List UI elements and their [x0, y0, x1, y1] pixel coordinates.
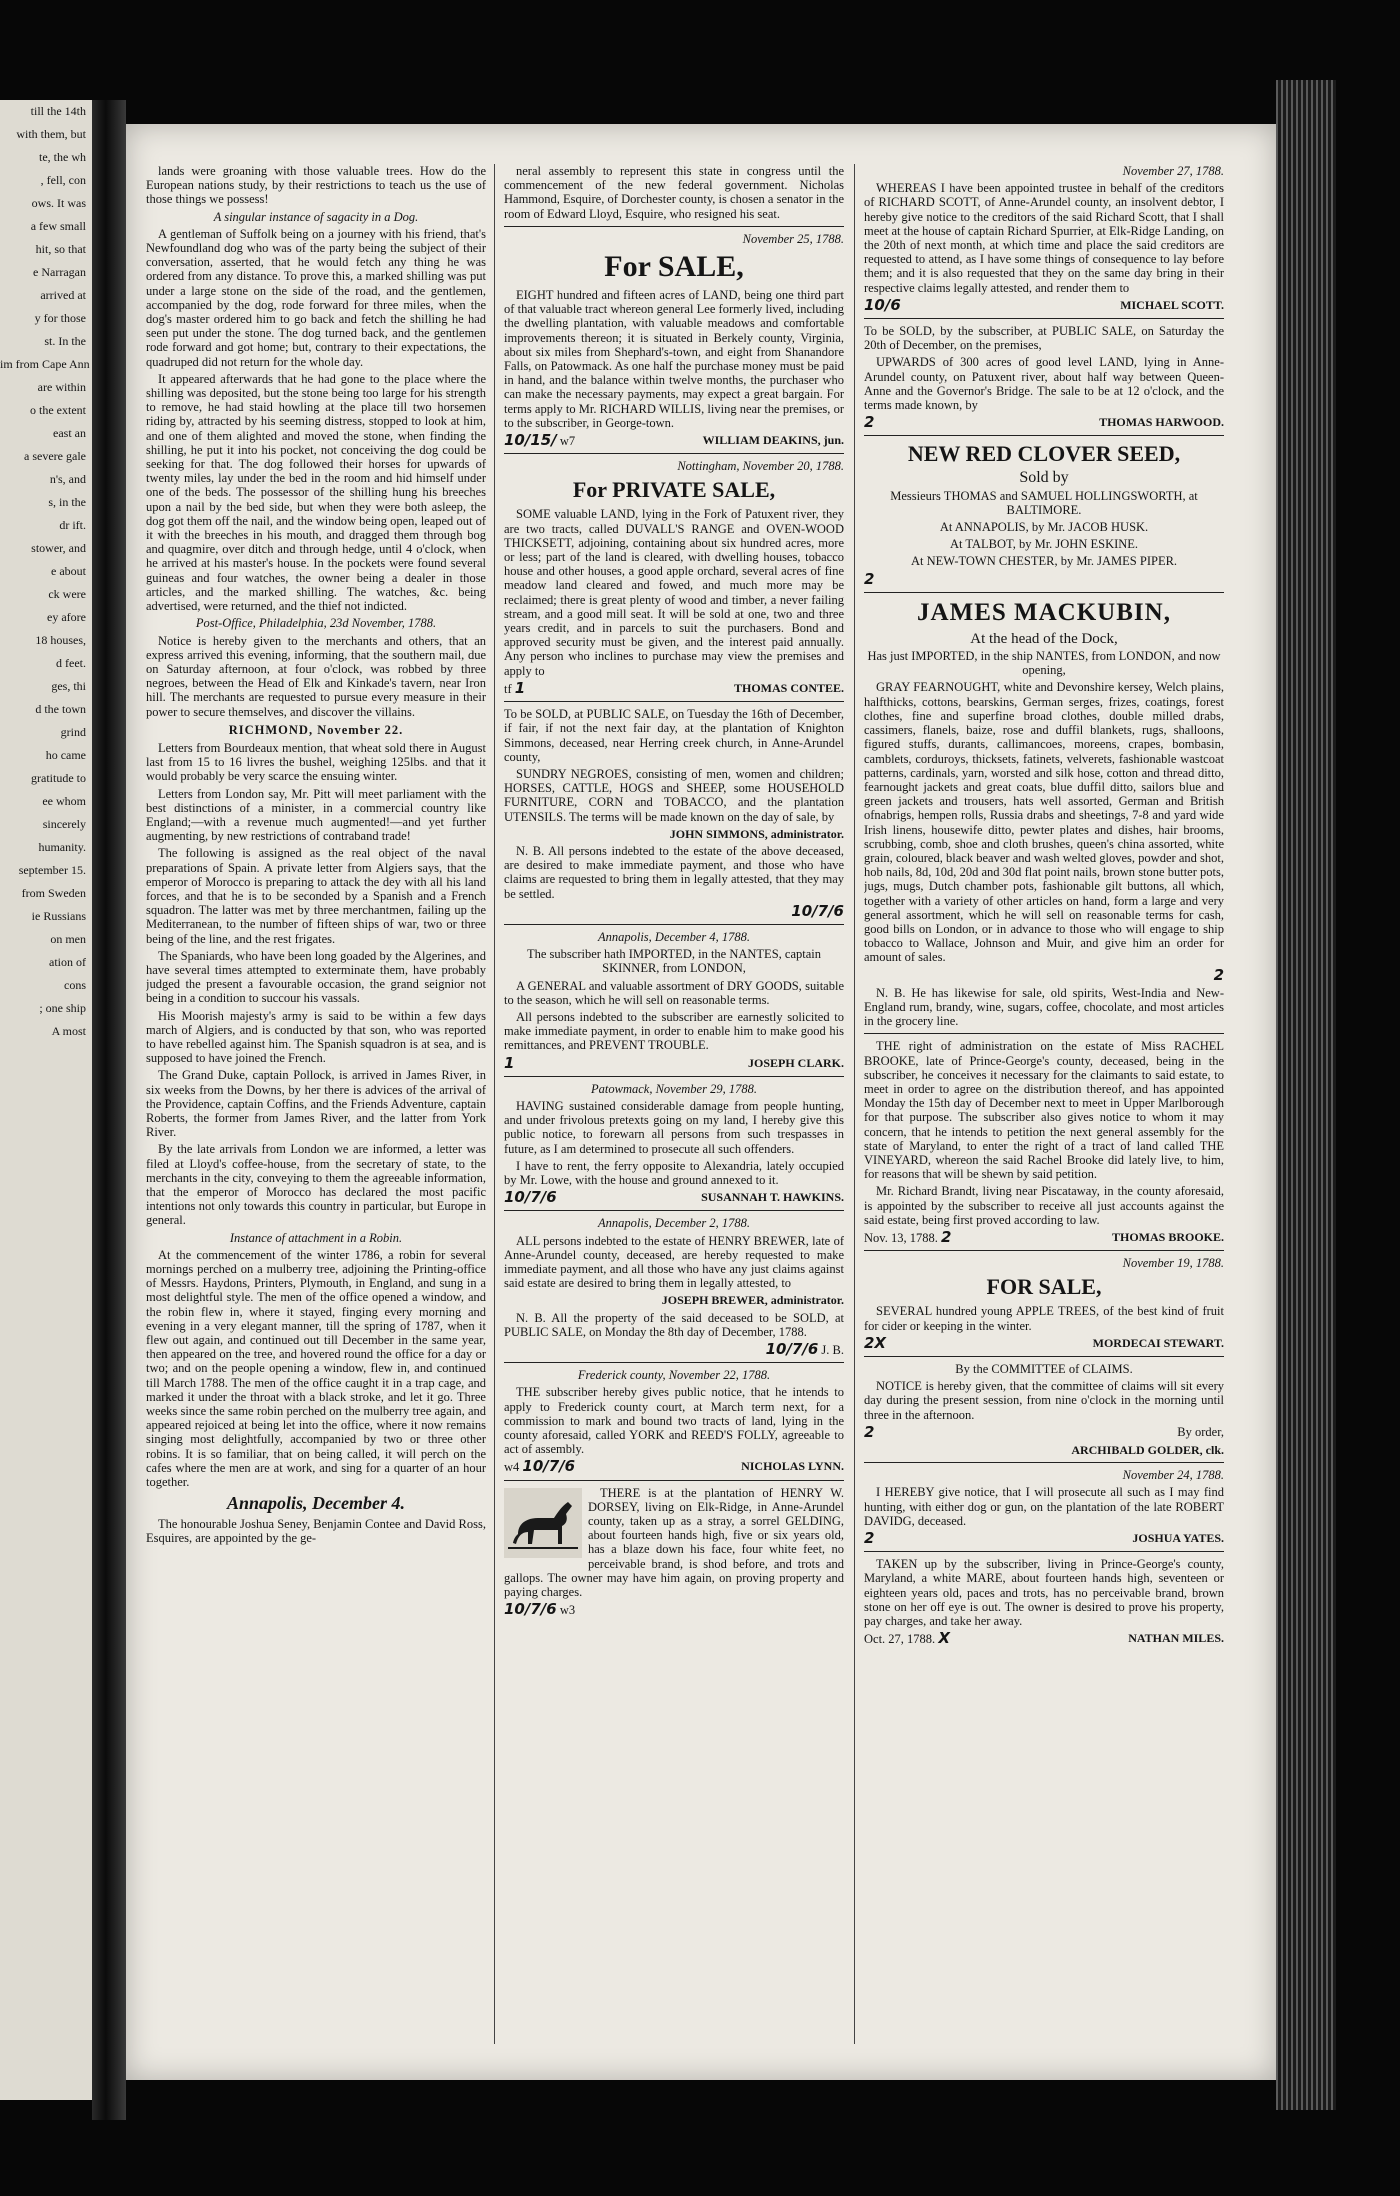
horse-woodcut-icon [504, 1488, 582, 1558]
handwritten-mark: 10/7/6 [504, 1188, 557, 1207]
facing-page-line: ie Russians [31, 909, 86, 923]
facing-page-line: arrived at [40, 288, 86, 302]
divider [504, 701, 844, 702]
dateline: November 24, 1788. [1122, 1468, 1224, 1483]
ad-body: I have to rent, the ferry opposite to Alexandria, lately occupied by Mr. Lowe, with the house and ground annexed to it. [504, 1158, 844, 1187]
ad-body: WHEREAS I have been appointed trustee in behalf of the creditors of RICHARD SCOTT, of Anne-Arundel county, an insolvent debtor, I hereby give notice to the creditors of the said Richard Scott, that I shall meet at the house of captain Richard Spurrier, at Elk-Ridge Landing, on the 20th of next month, at which time and place the said creditors are requested to attend, as I have some things of consequence to lay before them; and it is also requested that they on the same day bring in their respective claims legally attested, and render them to [864, 181, 1224, 295]
facing-page-line: ck were [48, 587, 86, 601]
handwritten-mark: 2 [864, 1422, 875, 1441]
dateline: November 27, 1788. [1122, 164, 1224, 178]
facing-page-line: a few small [30, 219, 86, 233]
divider [864, 1551, 1224, 1552]
ad-intro: The subscriber hath IMPORTED, in the NANTES, captain SKINNER, from LONDON, [527, 947, 821, 976]
facing-page-line: , fell, con [40, 173, 86, 187]
facing-page-line: e Narragan [33, 265, 86, 279]
facing-page-line: till the 14th [30, 104, 86, 118]
dateline: November 25, 1788. [742, 231, 844, 246]
article-paragraph: The Grand Duke, captain Pollock, is arrived in James River, in six weeks from the Downs, by her there is advices of the arrival of the Providence, captain Coffins, and the Friends Adventure, captain Roberts, the former from James River, and the latter from York River. [146, 1068, 486, 1140]
column-rule [854, 164, 855, 2044]
ad-body: UPWARDS of 300 acres of good level LAND, lying in Anne-Arundel county, on Patuxent river, about half way between Queen-Anne and the Governor's Bridge. The sale to be at 12 o'clock, and the terms made known, by [864, 355, 1224, 413]
ad-body: HAVING sustained considerable damage from people hunting, and under frivolous pretexts going on my land, I hereby give this public notice, to forewarn all persons from such trespasses in future, as I am determined to prosecute all such offenders. [504, 1098, 844, 1156]
ad-body: Mr. Richard Brandt, living near Piscataway, in the county aforesaid, is appointed by the subscriber to receive all just accounts against the said estate, being first proved according to law. [864, 1184, 1224, 1227]
facing-page-line: ho came [45, 748, 86, 762]
facing-page-line: te, the wh [39, 150, 86, 164]
ad-intro: To be SOLD, by the subscriber, at PUBLIC SALE, on Saturday the 20th of December, on the premises, [864, 324, 1224, 353]
ad-signature: NATHAN MILES. [1128, 1631, 1224, 1646]
divider [504, 1076, 844, 1077]
facing-page-line: sincerely [42, 817, 86, 831]
divider [864, 318, 1224, 319]
ad-signature: THOMAS CONTEE. [733, 680, 844, 695]
ad-body: THERE is at the plantation of HENRY W. DORSEY, living on Elk-Ridge, in Anne-Arundel county, taken up as a stray, a sorrel GELDING, about fourteen hands high, five or six years old, has a blaze down his face, four white feet, no perceivable brand, is shod before, and trots and gallops. The owner may have him again, on proving property and paying charges. [504, 1485, 844, 1600]
ad-signature: WILLIAM DEAKINS, jun. [702, 433, 844, 448]
book-gutter [92, 100, 126, 2120]
ad-body: ALL persons indebted to the estate of HENRY BREWER, late of Anne-Arundel county, deceased, are hereby requested to make immediate payment, and all those who have any just claims against said estate are desired to bring them in legally attested, to [504, 1233, 844, 1291]
handwritten-mark: 1 [504, 1053, 515, 1072]
handwritten-mark: 2 [940, 1228, 952, 1246]
facing-page-line: humanity. [38, 840, 86, 854]
ad-heading: NEW RED CLOVER SEED, [907, 441, 1181, 467]
facing-page-line: d the town [35, 702, 86, 716]
dateline: Patowmack, November 29, 1788. [591, 1081, 757, 1096]
facing-page-line: ey afore [47, 610, 86, 624]
printer-mark: w4 [504, 1460, 520, 1475]
facing-page-line: on men [50, 932, 86, 946]
ad-signature: THOMAS BROOKE. [1111, 1230, 1224, 1244]
facing-page-line: st. In the [44, 334, 86, 348]
article-heading: RICHMOND, November 22. [228, 722, 404, 737]
ad-subheading: By the COMMITTEE of CLAIMS. [955, 1362, 1133, 1377]
divider [504, 1210, 844, 1211]
divider [504, 1362, 844, 1363]
handwritten-mark: 10/7/6 [765, 1340, 819, 1359]
dateline: Frederick county, November 22, 1788. [577, 1368, 771, 1383]
article-paragraph: A gentleman of Suffolk being on a journey with his friend, that's Newfoundland dog who was of the party being the subject of their conversation, asserted, that he would fetch any thing he was ordered from any distance. To prove this, a marked shilling was put under a large stone on the side of the road, and the gentlemen, accompanied by the dog, rode forward for three miles, when the dog's master ordered him to go back and fetch the shilling he had seen put under the stone. The dog turned back, and the gentlemen rode forward and got home; but, contrary to their expectations, the quadruped did not return for the whole day. [146, 226, 486, 369]
seller-line: At ANNAPOLIS, by Mr. JACOB HUSK. [939, 520, 1149, 535]
divider [504, 924, 844, 925]
divider [504, 226, 844, 227]
facing-page-line: hit, so that [35, 242, 86, 256]
facing-page-line: ation of [49, 955, 86, 969]
facing-page-line: s, in the [48, 495, 86, 509]
ad-signature: MORDECAI STEWART. [1092, 1335, 1224, 1350]
facing-page-line: A most [51, 1024, 86, 1038]
facing-page-line: dr ift. [59, 518, 86, 532]
column-1 [146, 164, 486, 2064]
ad-body: I HEREBY give notice, that I will prosecute all such as I may find hunting, with either dog or gun, on the plantation of the late ROBERT DAVIDG, deceased. [864, 1485, 1224, 1528]
column-3 [864, 164, 1224, 2064]
divider [504, 1480, 844, 1481]
dateline: Post-Office, Philadelphia, 23d November, 1788. [195, 616, 437, 631]
seller-line: At NEW-TOWN CHESTER, by Mr. JAMES PIPER. [910, 554, 1178, 569]
article-heading: Annapolis, December 4. [227, 1493, 405, 1514]
facing-page-line: y for those [34, 311, 86, 325]
ad-signature: JOHN SIMMONS, administrator. [669, 826, 844, 841]
facing-page-line: 18 houses, [35, 633, 86, 647]
divider [864, 1356, 1224, 1357]
facing-page-line: are within [37, 380, 86, 394]
ad-heading: JAMES MACKUBIN, [917, 598, 1171, 626]
article-paragraph: At the commencement of the winter 1786, a robin for several mornings perched on a mulberry tree, adjoining the Printing-office of Messrs. Haydons, Printers, Plymouth, in England, and sung in a most delightful style. The men of the office opened a window, and the robin flew in, where it stayed, finging every morning and evening in a very elegant manner, till the spring of 1787, when it flew out again, and continued out till December in the same year, then appeared on the tree, and hovered round the office for a day or two; and on the people opening a window, flew in, and continued till March 1788. The men of the office caught it in a trap cage, and marked it under the throat with a black stroke, and let it go. Three weeks since the same robin perched on the mulberry tree again, and appeared rejoiced at being let into the office, where it now remains singing most delightfully, accompanied by two or three other robins. It is so familiar, that on being called, it will perch on the cafes where the men are at work, and sing for a quarter of an hour together. [146, 1247, 486, 1490]
dateline: November 19, 1788. [1122, 1256, 1224, 1271]
facing-page-line: a severe gale [24, 449, 86, 463]
article-paragraph: Notice is hereby given to the merchants and others, that an express arrived this evening, informing, that the southern mail, due on Saturday afternoon, at four o'clock, was robbed by three negroes, between the Head of Elk and Kinkade's tavern, near Iron hill. The merchants are requested to pursue every measure in their power to secure themselves, and discover the villains. [146, 633, 486, 719]
handwritten-mark: X [938, 1629, 950, 1648]
ad-signature: JOSEPH BREWER, administrator. [661, 1293, 844, 1308]
ad-body: THE subscriber hereby gives public notice, that he intends to apply to Frederick county court, at March term next, for a commission to mark and bound two tracts of land, lying in the county aforesaid, called YORK and REED'S FOLLY, agreeable to act of assembly. [504, 1385, 844, 1457]
printer-mark: w7 [559, 434, 576, 449]
intro-paragraph: lands were groaning with those valuable trees. How do the European nations study, by their restrictions to teach us the use of those things we possess! [146, 164, 486, 207]
dateline: Nov. 13, 1788. [864, 1231, 938, 1245]
facing-page-line: east an [53, 426, 86, 440]
facing-page-line: im from Cape Ann [0, 357, 90, 371]
ad-body: SUNDRY NEGROES, consisting of men, women and children; HORSES, CATTLE, HOGS and SHEEP, some HOUSEHOLD FURNITURE, CORN and TOBACCO, and the plantation UTENSILS. The terms will be made known on the day of sale, by [504, 766, 844, 824]
printer-mark: w3 [559, 1603, 576, 1618]
article-paragraph: The Spaniards, who have been long goaded by the Algerines, and have several times attempted to exterminate them, have probably judged the present a favourable occasion, the grand seignior not being in a condition to succour his vassals. [146, 948, 486, 1006]
handwritten-mark: 2X [864, 1333, 887, 1352]
handwritten-mark: 10/15/ [504, 431, 557, 450]
ad-body: N. B. He has likewise for sale, old spirits, West-India and New-England rum, brandy, wine, sugars, coffee, chocolate, and most articles in the grocery line. [864, 985, 1224, 1029]
ad-body: GRAY FEARNOUGHT, white and Devonshire kersey, Welch plains, halfthicks, cottons, bearskins, German serges, frizes, coatings, forest clothes, fine and superfine broad clothes, double milled drabs, cassimers, flanels, baize, rose and duffil blankets, rugs, shalloons, figured stuffs, durants, callimancoes, moreens, crapes, bombasin, camblets, corduroys, thicksets, fatinets, velverets, fashionable wastcoat patterns, cardinals, yarn, worsted and silk hose, cotton and thread ditto, fearnought jackets and great coats, blue duffil ditto, sailors blue and green jackets and trousers, hats well assorted, German and British ofnabrigs, hempen rolls, Russia drabs and sheetings, 7-8 and yard wide Irish linens, housewife ditto, pewter plates and dishes, hair brooms, scrubbing, comb, shoe and cloth brushes, queen's china assorted, white grain, coloured, black beaver and wash welted gloves, powder and shot, hob nails, 8d, 10d, 20d and 30d flat point nails, brown stone butter pots, jugs, mugs, Dutch chamber pots, fashionable gilt buttons, all which, together with a variety of other articles on hand, form a large and very general assortment, which he will sell on reasonable terms for cash, good bills on London, or in advance to those who will engage to ship tobacco to Wallace, Johnson and Muir, and give him an order for amount of sales. [864, 680, 1224, 965]
facing-page-line: stower, and [31, 541, 86, 555]
article-paragraph: neral assembly to represent this state in congress until the commencement of the new federal government. Nicholas Hammond, Esquire, of Dorchester county, is chosen a senator in the room of Edward Lloyd, Esquire, who resigned his seat. [504, 164, 844, 221]
ad-body: NOTICE is hereby given, that the committee of claims will sit every day during the present session, from nine o'clock in the morning until three in the afternoon. [864, 1379, 1224, 1422]
ad-body: SOME valuable LAND, lying in the Fork of Patuxent river, they are two tracts, called DUVALL'S RANGE and OVEN-WOOD THICKSETT, adjoining, containing about six hundred acres, more or less; part of the land is cleared, with dwelling houses, tobacco house and other houses, a good apple orchard, several acres of fine meadow land cleared and fowed, and much more may be reclaimed; there is great plenty of wood and timber, a never failing stream, and a good mill seat. It will be sold at one, two and three years credit, and in parcels to suit the purchasers. Bond and approved security must be given, and the interest paid annually. Any person who inclines to purchase may view the premises and apply to [504, 507, 844, 678]
column-rule [494, 164, 495, 2044]
facing-page-line: from Sweden [21, 886, 86, 900]
handwritten-mark: 10/7/6 [791, 901, 844, 920]
facing-page-line: ows. It was [31, 196, 86, 210]
page-edges [1276, 80, 1336, 2110]
ad-intro: Has just IMPORTED, in the ship NANTES, from LONDON, and now opening, [867, 649, 1221, 678]
ad-signature: JOSEPH CLARK. [747, 1055, 844, 1070]
facing-page-line: ges, thi [51, 679, 86, 693]
article-heading: A singular instance of sagacity in a Dog. [213, 209, 419, 224]
by-order: By order, [1177, 1424, 1224, 1439]
facing-page-line: september 15. [18, 863, 86, 877]
facing-page-line: n's, and [49, 472, 86, 486]
dateline: Annapolis, December 4, 1788. [597, 929, 751, 944]
handwritten-mark: 2 [1213, 965, 1224, 984]
article-paragraph: The following is assigned as the real object of the naval preparations of Spain. A private letter from Algiers says, that the emperor of Morocco is preparing to attack the dey with all his land forces, and that he is to be seconded by a Spanish and a French squadron. The latter was met by three merchantmen, failing up the Mediterranean, to the number of fifteen ships of war, two or three being of the line, and the rest frigates. [146, 846, 486, 946]
article-paragraph: The honourable Joshua Seney, Benjamin Contee and David Ross, Esquires, are appointed by the ge- [146, 1517, 486, 1546]
facing-page-line: with them, but [16, 127, 86, 141]
article-paragraph: By the late arrivals from London we are informed, a letter was filed at Lloyd's coffee-house, from the secretary of state, to the merchants in the city, conveying to them the agreeable information, that the emperor of Morocco has declared the most pacific intentions not only towards this country in particular, but Europe in general. [146, 1142, 486, 1228]
dateline: Oct. 27, 1788. [864, 1632, 936, 1647]
divider [864, 1033, 1224, 1034]
facing-page-line: gratitude to [31, 771, 86, 785]
ad-intro: To be SOLD, at PUBLIC SALE, on Tuesday the 16th of December, if fair, if not the next fair day, at the plantation of Knighton Simmons, deceased, near Herring creek church, in Anne-Arundel county, [504, 707, 844, 764]
facing-page-line: grind [60, 725, 86, 739]
ad-body: A GENERAL and valuable assortment of DRY GOODS, suitable to the season, which he will sell on reasonable terms. [504, 978, 844, 1007]
newspaper-page [126, 124, 1276, 2080]
facing-page-line: ee whom [42, 794, 86, 808]
divider [864, 435, 1224, 436]
ad-subheading: Sold by [1019, 469, 1069, 487]
handwritten-mark: 10/7/6 [504, 1600, 557, 1619]
printer-mark: J. B. [821, 1343, 844, 1358]
ad-body: N. B. All the property of the said deceased to be SOLD, at PUBLIC SALE, on Monday the 8th day of December, 1788. [504, 1310, 844, 1339]
divider [864, 1462, 1224, 1463]
divider [504, 453, 844, 454]
article-paragraph: His Moorish majesty's army is said to be within a few days march of Algiers, and is conducted by that son, who was reported to have rebelled against him. The Spanish squadron is at sea, and is supposed to have joined the French. [146, 1008, 486, 1066]
seller-line: Messieurs THOMAS and SAMUEL HOLLINGSWORTH, at BALTIMORE. [890, 488, 1198, 517]
handwritten-mark: 1 [514, 678, 526, 697]
handwritten-mark: 2 [864, 1529, 875, 1548]
facing-page-line: ; one ship [39, 1001, 86, 1015]
ad-body: N. B. All persons indebted to the estate of the above deceased, are desired to make immediate payment, and those who have claims are requested to bring them in legally attested, that they may be settled. [504, 843, 844, 901]
handwritten-mark: 2 [864, 413, 875, 432]
article-paragraph: Letters from London say, Mr. Pitt will meet parliament with the best distinctions of a minister, in a commercial country like England;—with a revenue much augmented!—and yet further augmenting, by new restrictions of contraband trade! [146, 786, 486, 844]
printer-mark: tf [504, 681, 512, 696]
facing-page-line: o the extent [30, 403, 86, 417]
ad-heading: For PRIVATE SALE, [572, 477, 776, 503]
ad-signature: SUSANNAH T. HAWKINS. [701, 1190, 844, 1205]
ad-heading: FOR SALE, [986, 1274, 1102, 1300]
facing-page-line: cons [64, 978, 86, 992]
ad-subheading: At the head of the Dock, [970, 630, 1118, 647]
ad-body: EIGHT hundred and fifteen acres of LAND, being one third part of that valuable tract whereon general Lee formerly lived, including the dwelling plantation, with valuable meadows and comfortable improvements thereon; it is situated in Berkely county, Virginia, about six miles from Shephard's-town, and eight from Shanandore Falls, on Patowmack. As one half the purchase money must be paid in hand, and the balance within twelve months, the purchaser who can make the necessary payments, may expect a great bargain. For terms apply to Mr. RICHARD WILLIS, living near the premises, or to the subscriber, in George-town. [504, 288, 844, 430]
ad-heading: For SALE, [604, 250, 744, 284]
facing-page-fragment [0, 100, 92, 2100]
facing-page-line: d feet. [56, 656, 86, 670]
handwritten-mark: 2 [864, 569, 875, 588]
divider [864, 592, 1224, 593]
ad-signature: ARCHIBALD GOLDER, clk. [1071, 1443, 1224, 1458]
ad-body: TAKEN up by the subscriber, living in Prince-George's county, Maryland, a white MARE, about fourteen hands high, seventeen or eighteen years old, paces and trots, has no perceivable brand, brown stone on her off eye is out. The owner is desired to prove his property, pay charges, and take her away. [864, 1557, 1224, 1629]
article-heading: Instance of attachment in a Robin. [229, 1230, 403, 1245]
ad-signature: NICHOLAS LYNN. [741, 1459, 844, 1474]
column-2 [504, 164, 844, 2064]
seller-line: At TALBOT, by Mr. JOHN ESKINE. [949, 537, 1139, 552]
ad-body: THE right of administration on the estate of Miss RACHEL BROOKE, late of Prince-George's county, deceased, being in the subscriber, he conceives it necessary for the claimants to said estate, to meet in order to agree on the distribution thereof, and has appointed Monday the 15th day of December next to meet in Upper Marlborough for that purpose. The subscriber also gives notice to whom it may concern, that he intends to petition the next general assembly for the state of Maryland, to enter the right of a tract of land called THE VINEYARD, whereon the said Rachel Brooke did lately live, to him, for reasons that will be shewn by said petition. [864, 1039, 1224, 1182]
ad-signature: MICHAEL SCOTT. [1120, 297, 1224, 312]
dateline: Nottingham, November 20, 1788. [677, 459, 844, 474]
handwritten-mark: 10/7/6 [522, 1457, 576, 1476]
facing-page-line: e about [51, 564, 86, 578]
ad-signature: JOSHUA YATES. [1132, 1531, 1224, 1546]
ad-signature: THOMAS HARWOOD. [1099, 415, 1224, 430]
divider [864, 1250, 1224, 1251]
ad-body: SEVERAL hundred young APPLE TREES, of the best kind of fruit for cider or keeping in the winter. [864, 1304, 1224, 1333]
ad-body: All persons indebted to the subscriber are earnestly solicited to make immediate payment, in order to enable him to make good his remittances, and PREVENT TROUBLE. [504, 1009, 844, 1053]
article-paragraph: Letters from Bourdeaux mention, that wheat sold there in August last from 15 to 16 livres the bushel, weighing 125lbs. and that it would probably be very scarce the ensuing winter. [146, 740, 486, 784]
dateline: Annapolis, December 2, 1788. [597, 1216, 751, 1231]
article-paragraph: It appeared afterwards that he had gone to the place where the shilling was deposited, but the stone being too large for his strength to remove, he had staid howling at the place till two horsemen riding by, attracted by his seeming distress, stopped to look at him, and one of them alighted and moved the stone, when finding the shilling, he put it into his pocket, not conceiving the dog could be seeking for that. The dog followed their horses for upwards of twenty miles, lay under the bed in the room and hid himself under one of the beds. The possessor of the shilling hung his breeches upon a nail by the bed side, but when they were both asleep, the dog got them off the nail, and the window being open, leaped out of it with the breeches in his mouth, and dragged them through bog and quagmire, over ditch and through hedge, until 4 o'clock, when he arrived at his master's house. In the pockets were found several guineas and four watches, the owner being a dealer in those articles, and the marked shilling. The watches, &c. being advertised, were returned, and the thief not indicted. [146, 371, 486, 614]
handwritten-mark: 10/6 [864, 295, 901, 314]
